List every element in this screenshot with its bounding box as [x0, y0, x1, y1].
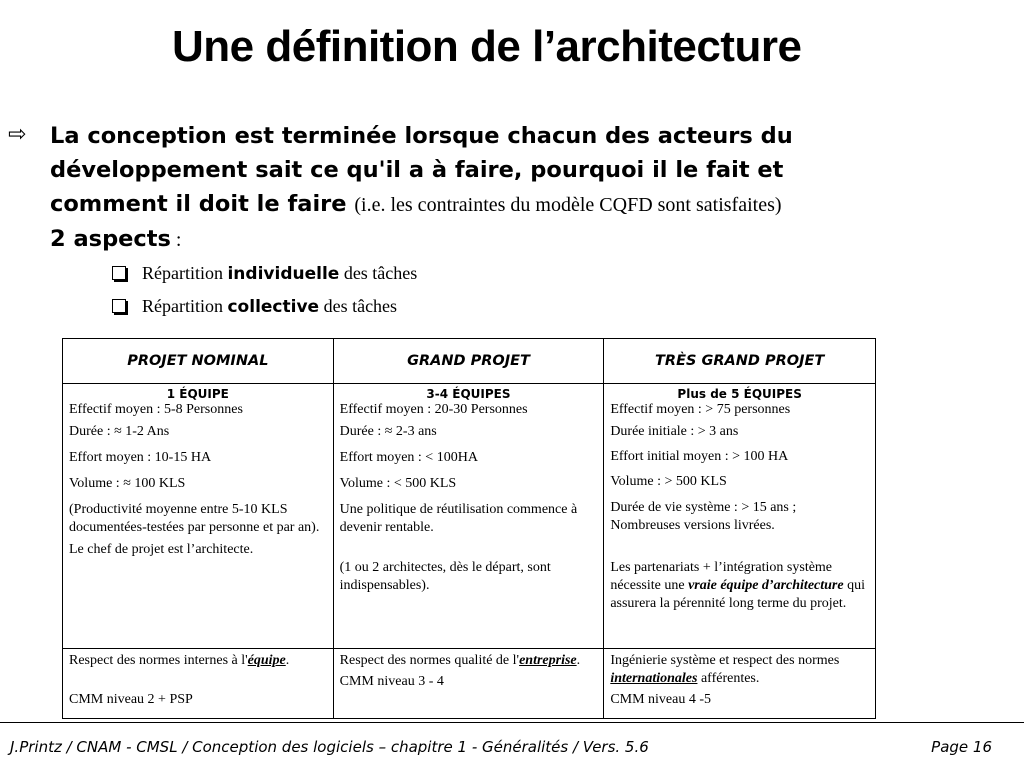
- duree: Durée : ≈ 2-3 ans: [339, 424, 437, 439]
- sub-item-individuelle: [112, 263, 417, 284]
- duree: Durée initiale : > 3 ans: [610, 424, 739, 439]
- normes-prefix: Respect des normes qualité de l': [339, 653, 520, 668]
- normes-prefix: Respect des normes internes à l': [69, 653, 248, 668]
- sub-item-collective: [112, 296, 397, 317]
- sub-item-suffix: des tâches: [339, 263, 418, 283]
- cell-normes-grand: [333, 649, 604, 719]
- sub-item-prefix: Répartition: [142, 263, 228, 283]
- sub-item-bold: collective: [227, 297, 320, 317]
- partenariats-suffix: qui assurera la pérennité long terme du projet.: [610, 578, 865, 611]
- effectif: Effectif moyen : 5-8 Personnes: [69, 402, 243, 417]
- volume: Volume : < 500 KLS: [339, 476, 457, 491]
- sub-item-prefix: Répartition: [142, 296, 228, 316]
- sub-item-suffix: des tâches: [319, 296, 398, 316]
- partenariats-emphasis: vraie équipe d’architecture: [688, 578, 844, 593]
- table-body-row: [63, 384, 876, 649]
- effectif: Effectif moyen : 20-30 Personnes: [339, 402, 528, 417]
- normes-emphasis: équipe: [247, 653, 286, 668]
- checkbox-square-icon: [112, 266, 126, 280]
- chef-de-projet: Le chef de projet est l’architecte.: [69, 542, 254, 557]
- cell-grand-projet: [333, 384, 604, 649]
- header-grand-projet: GRAND PROJET: [333, 339, 604, 384]
- footer-text: J.Printz / CNAM - CMSL / Conception des logiciels – chapitre 1 - Généralités / Vers. 5.6: [10, 738, 649, 756]
- effort: Effort moyen : < 100HA: [339, 450, 478, 465]
- sub-item-bold: individuelle: [227, 264, 340, 284]
- cmm-level: CMM niveau 2 + PSP: [69, 692, 193, 707]
- politique-reutilisation: Une politique de réutilisation commence à devenir rentable.: [339, 502, 578, 535]
- normes: [610, 652, 869, 688]
- checkbox-square-icon: [112, 299, 126, 313]
- duree-de-vie: Durée de vie système : > 15 ans ; Nombreuses versions livrées.: [610, 500, 797, 533]
- cell-normes-nominal: [63, 649, 334, 719]
- effectif: Effectif moyen : > 75 personnes: [610, 402, 791, 417]
- cell-tres-grand-projet: [604, 384, 876, 649]
- normes-suffix: afférentes.: [697, 671, 760, 686]
- normes-suffix: .: [576, 653, 581, 668]
- productivite-note: (Productivité moyenne entre 5-10 KLS documentées-testées par personne et par an).: [69, 502, 320, 535]
- architectes-note: (1 ou 2 architectes, dès le départ, sont indispensables).: [339, 560, 551, 593]
- partenariats-prefix: Les partenariats + l’intégration système nécessite une: [610, 560, 833, 593]
- normes-emphasis: internationales: [610, 671, 698, 686]
- bullet-line-4: [50, 222, 1020, 257]
- footer-divider: [0, 722, 1024, 723]
- teams-label: Plus de 5 ÉQUIPES: [677, 387, 802, 401]
- project-comparison-table: [62, 338, 876, 719]
- volume: Volume : ≈ 100 KLS: [69, 476, 186, 491]
- effort: Effort initial moyen : > 100 HA: [610, 449, 789, 464]
- volume: Volume : > 500 KLS: [610, 474, 727, 489]
- bullet-line-4-bold: 2 aspects: [50, 226, 171, 252]
- cell-normes-tres-grand: [604, 649, 876, 719]
- duree: Durée : ≈ 1-2 Ans: [69, 424, 170, 439]
- cmm-level: CMM niveau 4 -5: [610, 692, 712, 707]
- hollow-arrow-icon: ⇨: [8, 122, 27, 147]
- cell-projet-nominal: [63, 384, 334, 649]
- bullet-line-1: La conception est terminée lorsque chacun des acteurs du: [50, 123, 793, 149]
- header-projet-nominal: PROJET NOMINAL: [63, 339, 334, 384]
- normes-prefix: Ingénierie système et respect des normes: [610, 653, 840, 668]
- bullet-line-2: développement sait ce qu'il a à faire, pourquoi il le fait et: [50, 157, 784, 183]
- slide-title: Une définition de l’architecture: [172, 22, 802, 71]
- table-header-row: [63, 339, 876, 384]
- header-tres-grand-projet: TRÈS GRAND PROJET: [604, 339, 876, 384]
- bullet-line-3-bold: comment il doit le faire: [50, 191, 347, 217]
- cmm-level: CMM niveau 3 - 4: [339, 674, 444, 689]
- main-bullet: [50, 119, 1020, 257]
- page-number: Page 16: [931, 738, 992, 756]
- normes-suffix: .: [285, 653, 290, 668]
- effort: Effort moyen : 10-15 HA: [69, 450, 212, 465]
- normes: [69, 652, 327, 670]
- bullet-line-4-suffix: :: [170, 229, 182, 251]
- table-footer-row: [63, 649, 876, 719]
- normes-emphasis: entreprise: [519, 653, 577, 668]
- teams-label: 3-4 ÉQUIPES: [426, 387, 511, 401]
- partenariats: [610, 559, 869, 613]
- bullet-line-3-note: (i.e. les contraintes du modèle CQFD sont satisfaites): [354, 194, 782, 216]
- teams-label: 1 ÉQUIPE: [166, 387, 229, 401]
- bullet-line-3: [50, 187, 1020, 222]
- normes: [340, 652, 598, 670]
